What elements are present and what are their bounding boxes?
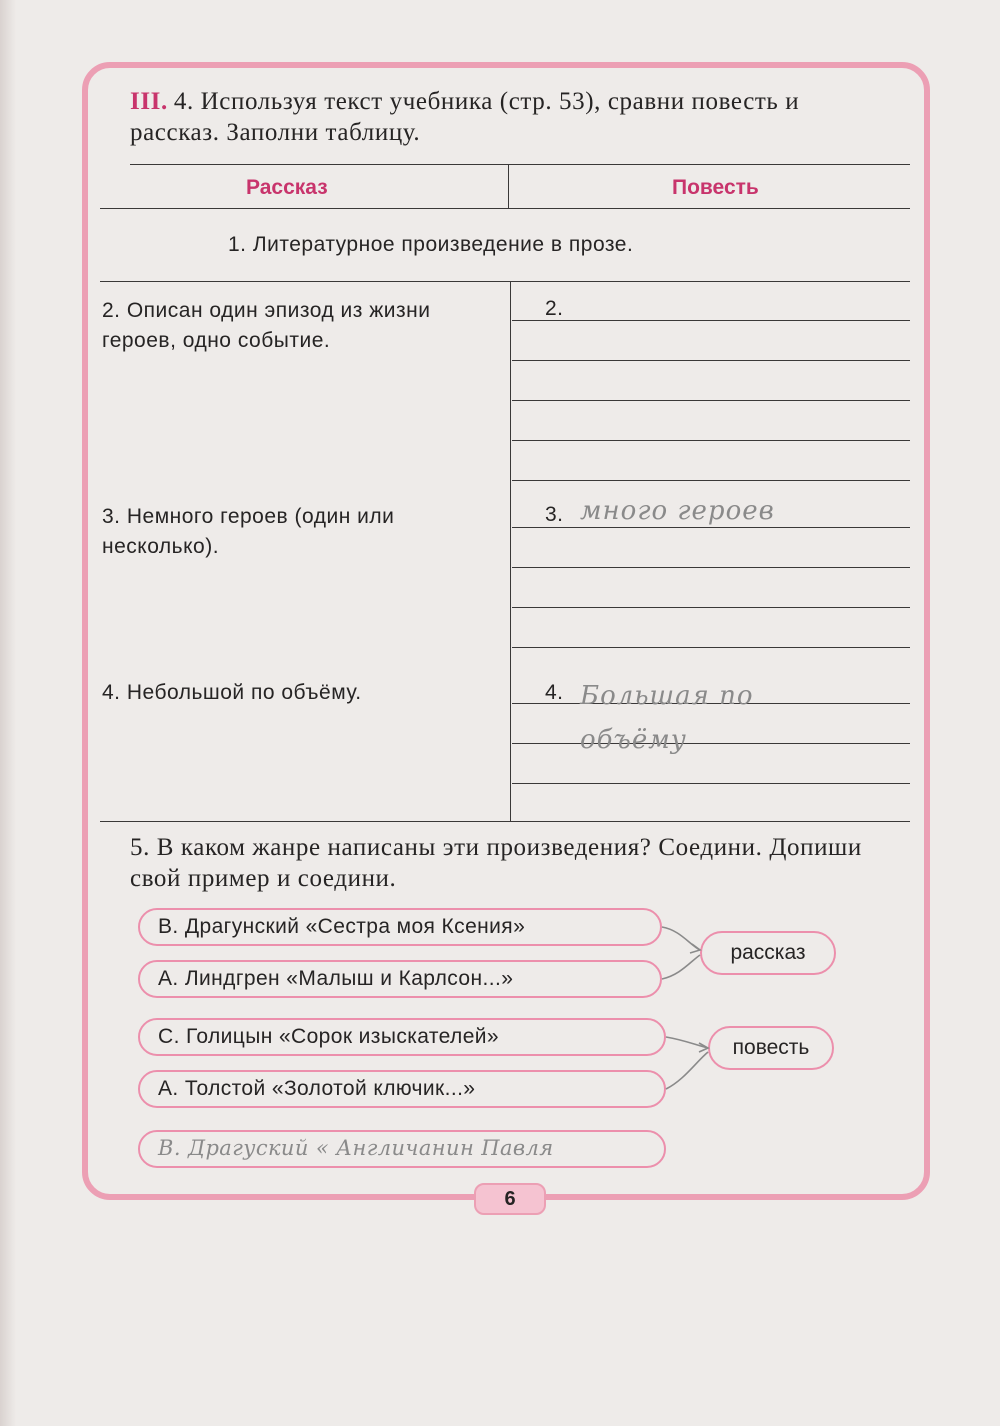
- task-4-text: 4. Используя текст учебника (стр. 53), сравни повесть и рассказ. Заполни таблицу.: [130, 88, 800, 146]
- row-4-left: 4. Небольшой по объёму.: [102, 681, 362, 704]
- shared-row-text: 1. Литературное произведение в прозе.: [228, 233, 634, 256]
- genre-rasskaz[interactable]: рассказ: [700, 931, 836, 975]
- work-pill-tolstoy[interactable]: А. Толстой «Золотой ключик...»: [138, 1070, 666, 1108]
- page-number: 6: [474, 1183, 546, 1215]
- work-pill-handwritten-example[interactable]: В. Драгуский « Англичанин Павля: [138, 1130, 666, 1168]
- arrow-tolstoy-to-povest: [666, 1052, 708, 1089]
- row-3-number: 3.: [545, 503, 564, 526]
- row-2-left: 2. Описан один эпизод из жизни героев, одно событие.: [102, 299, 431, 352]
- column-header-rasskaz: Рассказ: [246, 176, 328, 199]
- work-pill-golitsyn[interactable]: С. Голицын «Сорок изыскателей»: [138, 1018, 666, 1056]
- row-3-left: 3. Немного героев (один или несколько).: [102, 505, 395, 558]
- row-2-number: 2.: [545, 297, 564, 320]
- work-pill-lindgren[interactable]: А. Линдгрен «Малыш и Карлсон...»: [138, 960, 662, 998]
- column-header-povest: Повесть: [672, 176, 759, 199]
- genre-povest[interactable]: повесть: [708, 1026, 834, 1070]
- row-4-handwritten-answer: Большая по объёму: [580, 681, 754, 755]
- task-5-text: 5. В каком жанре написаны эти произведения? Соедини. Допиши свой пример и соедини.: [130, 834, 862, 892]
- arrow-lindgren-to-rasskaz: [662, 955, 700, 979]
- arrowhead: [690, 944, 700, 953]
- row-3-handwritten-answer: много героев: [580, 496, 775, 526]
- section-number: III.: [130, 88, 168, 115]
- row-4-number: 4.: [545, 681, 564, 704]
- work-pill-dragunsky[interactable]: В. Драгунский «Сестра моя Ксения»: [138, 908, 662, 946]
- arrow-golitsyn-to-povest: [666, 1037, 708, 1048]
